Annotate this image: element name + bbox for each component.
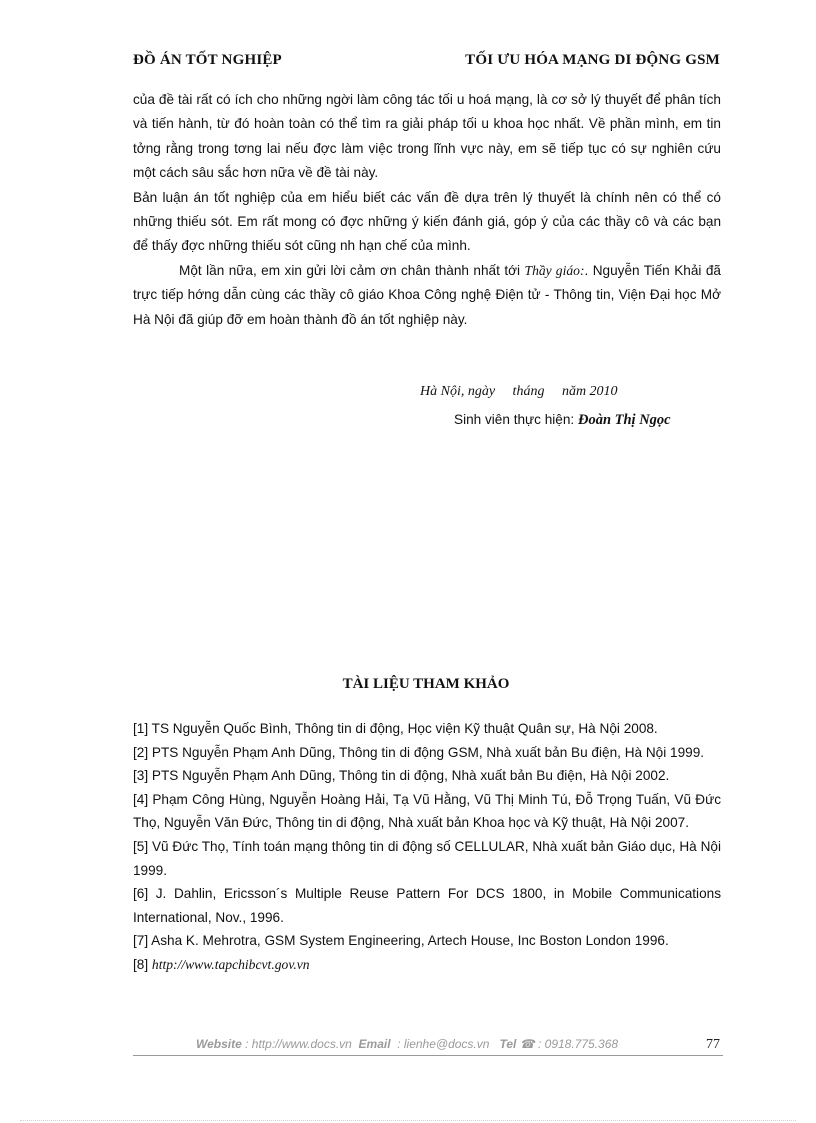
- reference-item: [3] PTS Nguyễn Phạm Anh Dũng, Thông tin di động, Nhà xuất bản Bu điện, Hà Nội 2002.: [133, 768, 670, 784]
- phone-icon: ☎: [519, 1037, 535, 1051]
- references-title: TÀI LIỆU THAM KHẢO: [342, 676, 510, 692]
- footer-website-link[interactable]: : http://www.docs.vn: [241, 1037, 359, 1051]
- thanks-text-start: Một lần nữa, em xin gửi lời cảm ơn chân thành nhất tới: [179, 262, 525, 278]
- reference-item: [2] PTS Nguyễn Phạm Anh Dũng, Thông tin di động GSM, Nhà xuất bản Bu điện, Hà Nội 1999.: [133, 744, 705, 760]
- footer-email-link[interactable]: : lienhe@docs.vn: [390, 1037, 500, 1051]
- reference-url-link[interactable]: http://www.tapchibcvt.gov.vn: [151, 956, 310, 972]
- page-number: 77: [706, 1037, 720, 1052]
- paragraph-limitations: Bản luận án tốt nghiệp của em hiểu biết các vấn đề dựa trên lý thuyết là chính nên có thể có những thiếu sót. Em rất mong có đợc những ý kiến đánh giá, góp ý của các thầy cô và các bạn để thấy đợc những thiếu sót cũng nh hạn chế của mình.: [133, 189, 721, 254]
- reference-item: [133, 953, 721, 977]
- header-right-title: TỐI ƯU HÓA MẠNG DI ĐỘNG GSM: [465, 52, 720, 68]
- page-bottom-border: [20, 1120, 796, 1121]
- reference-item: [6] J. Dahlin, Ericsson´s Multiple Reuse Pattern For DCS 1800, in Mobile Communications International, Nov., 1996.: [133, 886, 721, 925]
- paragraph-conclusion: của đề tài rất có ích cho những ngời làm công tác tối u hoá mạng, là cơ sở lý thuyết để phân tích và tiến hành, từ đó hoàn toàn có thể tìm ra giải pháp tối u khoa học nhất. Về phần mình, em tin tởng rằng trong tơng lai nếu đợc làm việc trong lĩnh vực này, em sẽ tiếp tục có sự nghiên cứu một cách sâu sắc hơn nữa về đề tài này.: [133, 92, 721, 181]
- signature-name: Đoàn Thị Ngọc: [577, 412, 671, 428]
- thanks-teacher-title: Thầy giáo:: [524, 262, 585, 278]
- reference-item: [4] Phạm Công Hùng, Nguyễn Hoàng Hải, Tạ Vũ Hằng, Vũ Thị Minh Tú, Đỗ Trọng Tuấn, Vũ Đức Thọ, Nguyễn Văn Đức, Thông tin di động, Nhà xuất bản Khoa học và Kỹ thuật, Hà Nội 2007.: [133, 791, 721, 831]
- page-header: [133, 52, 720, 69]
- header-left-title: ĐỒ ÁN TỐT NGHIỆP: [133, 52, 282, 68]
- reference-prefix: [8]: [133, 956, 152, 972]
- signature-line: [454, 412, 671, 429]
- footer-divider: [133, 1055, 723, 1056]
- signature-label: Sinh viên thực hiện:: [454, 412, 578, 427]
- references-list: [133, 717, 721, 977]
- footer-tel-value: : 0918.775.368: [534, 1037, 619, 1051]
- reference-item: [7] Asha K. Mehrotra, GSM System Engineering, Artech House, Inc Boston London 1996.: [133, 933, 669, 949]
- reference-item: [5] Vũ Đức Thọ, Tính toán mạng thông tin di động số CELLULAR, Nhà xuất bản Giáo dục, Hà Nội 1999.: [133, 838, 721, 878]
- paragraph-thanks: [133, 259, 721, 332]
- signature-date: Hà Nội, ngày tháng năm 2010: [420, 384, 618, 399]
- footer-website-label: Website: [196, 1037, 242, 1051]
- body-text: [133, 88, 721, 332]
- thanks-text-end: . Nguyễn Tiến Khải đã trực tiếp hớng dẫn cùng các thầy cô giáo Khoa Công nghệ Điện tử - Thông tin, Viện Đại học Mở Hà Nội đã giúp đỡ em hoàn thành đồ án tốt nghiệp này.: [133, 262, 721, 327]
- footer-email-label: Email: [358, 1037, 391, 1051]
- footer-tel-label: Tel: [499, 1037, 517, 1051]
- reference-item: [1] TS Nguyễn Quốc Bình, Thông tin di động, Học viện Kỹ thuật Quân sự, Hà Nội 2008.: [133, 721, 658, 736]
- page-footer: [196, 1037, 618, 1051]
